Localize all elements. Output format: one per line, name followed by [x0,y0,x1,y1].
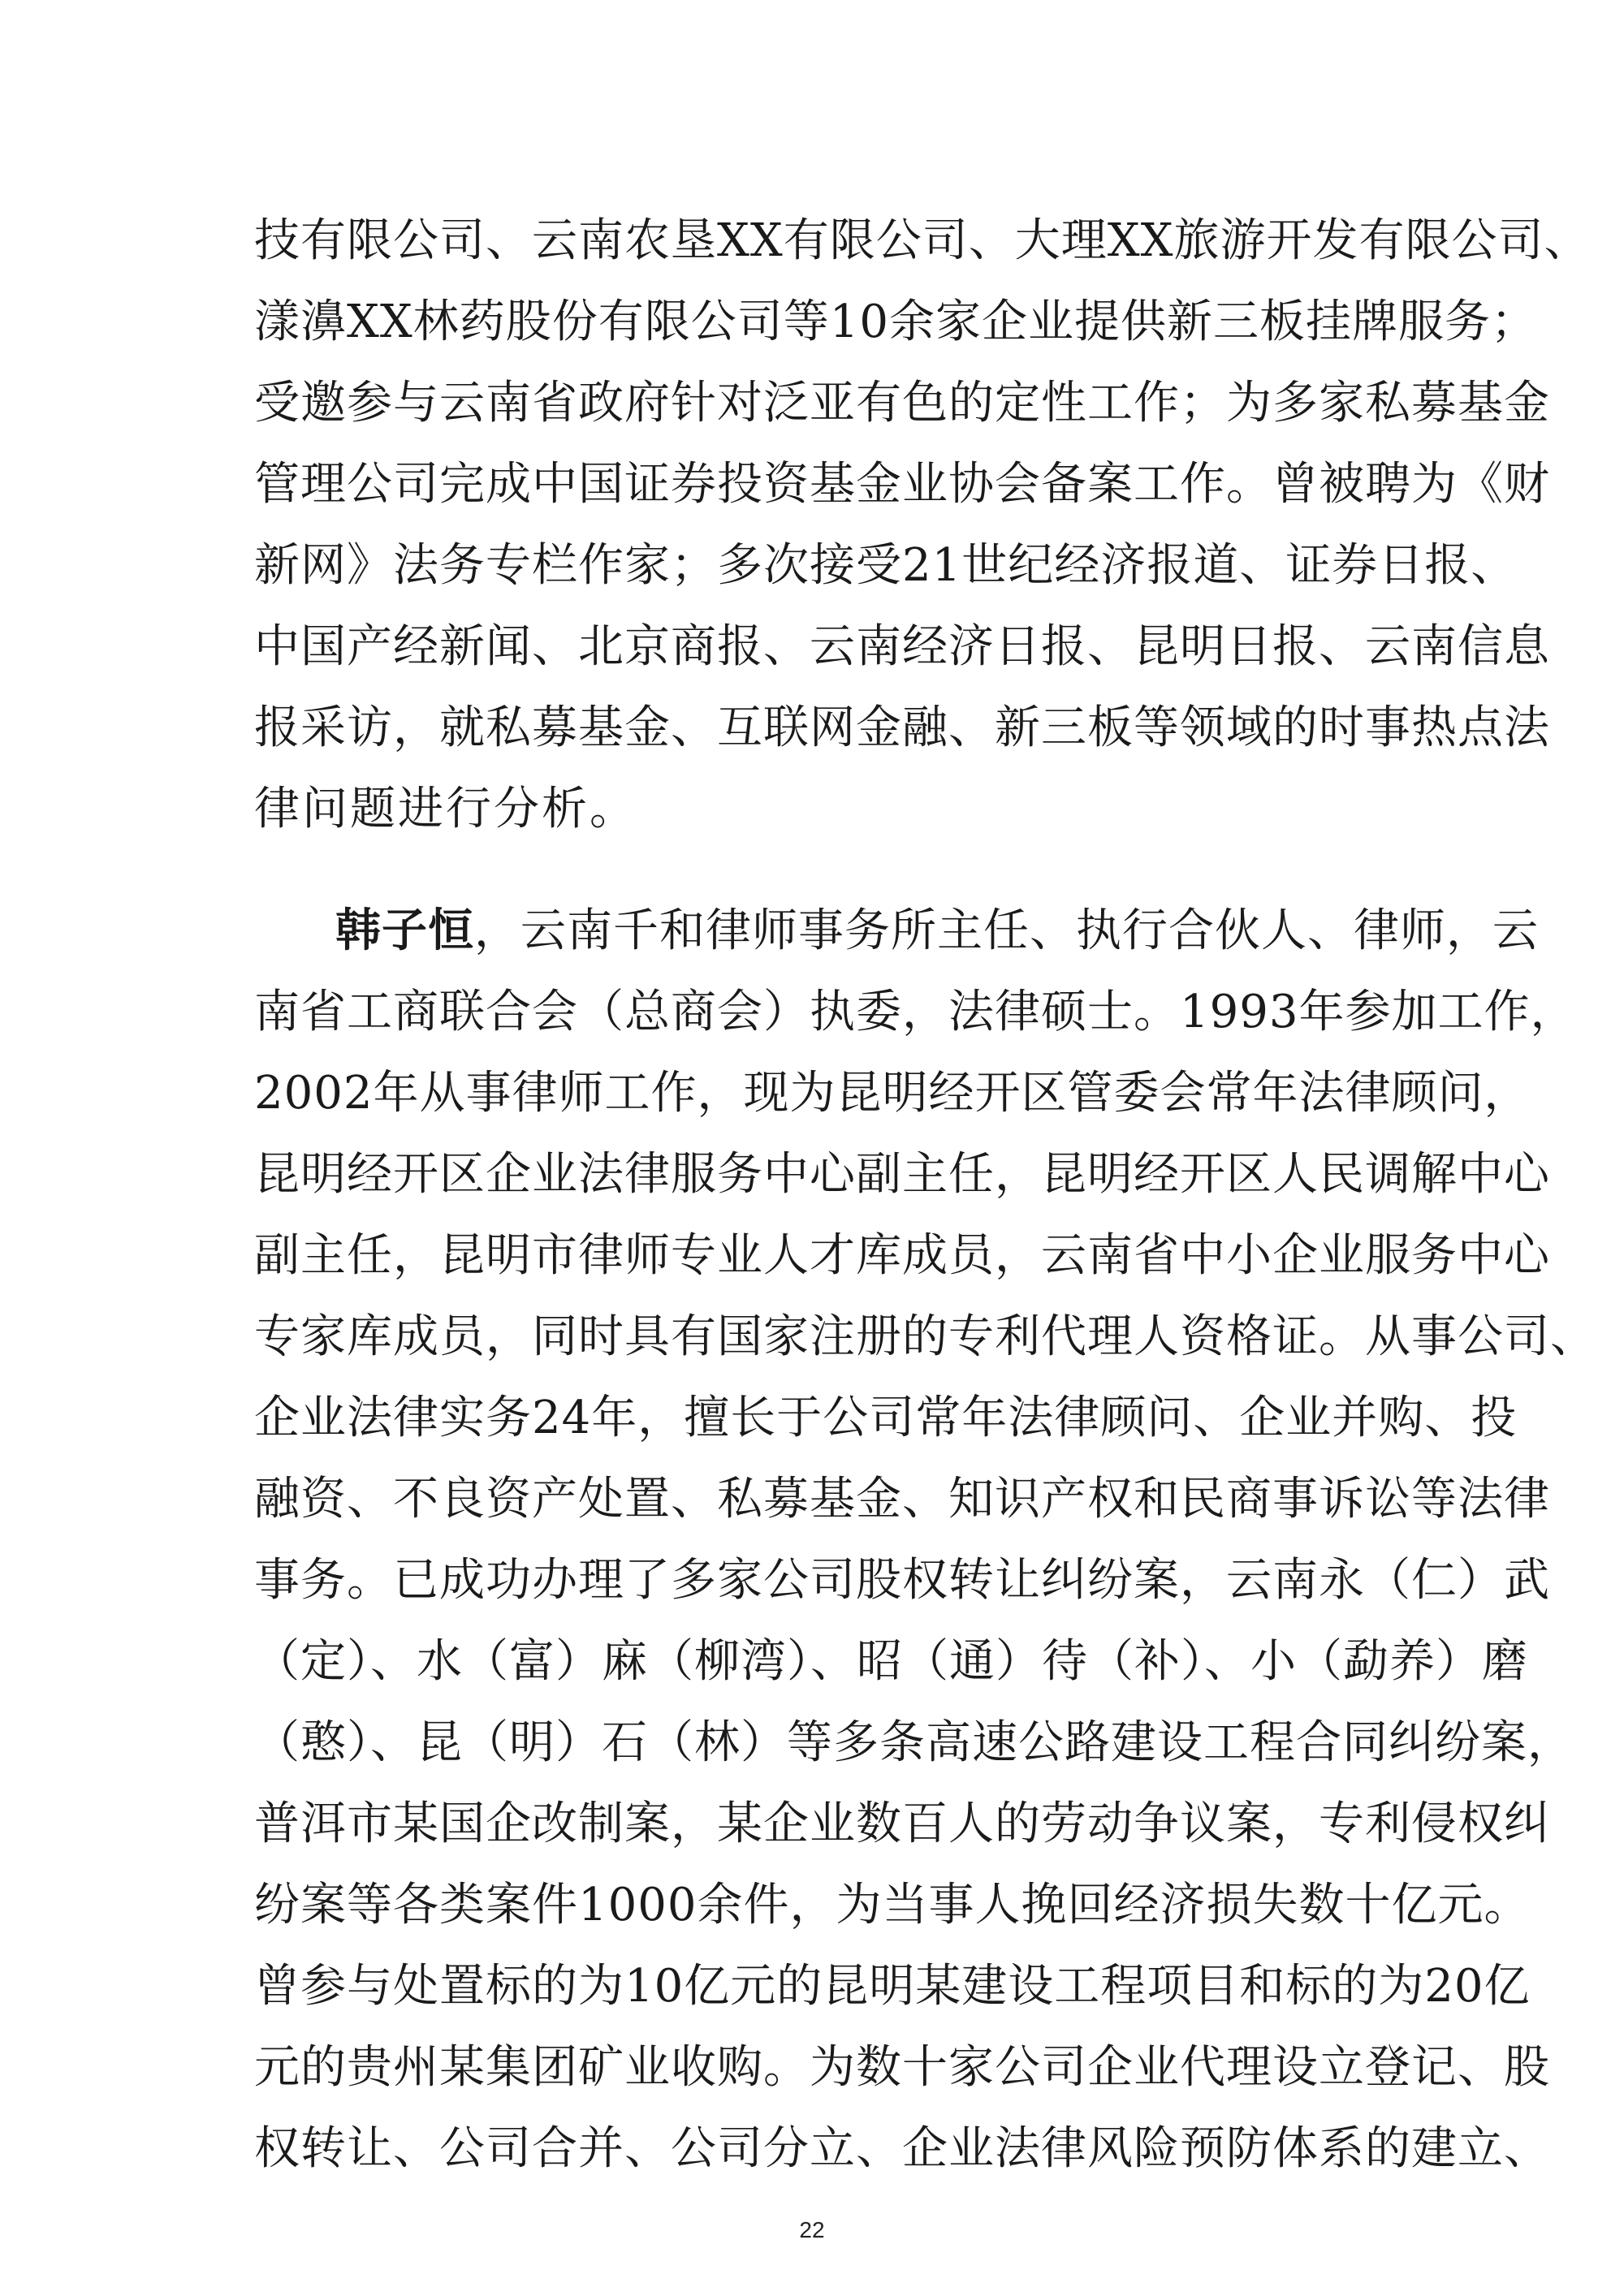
text-line: 中国产经新闻、北京商报、云南经济日报、昆明日报、云南信息 [254,620,1550,673]
text-line: 专家库成员，同时具有国家注册的专利代理人资格证。从事公司、 [254,1310,1596,1363]
text-line: 2002年从事律师工作，现为昆明经开区管委会常年法律顾问， [254,1067,1531,1120]
text-line: 昆明经开区企业法律服务中心副主任，昆明经开区人民调解中心 [254,1148,1550,1201]
text-line: 技有限公司、云南农垦XX有限公司、大理XX旅游开发有限公司、 [254,214,1591,267]
text-line: 普洱市某国企改制案，某企业数百人的劳动争议案，专利侵权纠 [254,1798,1550,1850]
text-line: （定）、水（富）麻（柳湾）、昭（通）待（补）、小（勐养）磨 [254,1635,1528,1688]
text-line: 报采访，就私募基金、互联网金融、新三板等领域的时事热点法 [254,701,1550,754]
text-line: 漾濞XX林药股份有限公司等10余家企业提供新三板挂牌服务； [254,296,1537,348]
paragraph-first-line [335,899,1539,964]
text-line: 纷案等各类案件1000余件，为当事人挽回经济损失数十亿元。 [254,1879,1531,1931]
text-line: （憨）、昆（明）石（林）等多条高速公路建设工程合同纠纷案， [254,1716,1574,1769]
text-line: 新网》法务专栏作家；多次接受21世纪经济报道、证券日报、 [254,539,1518,592]
first-line-text: ，云南千和律师事务所主任、执行合伙人、律师，云 [474,904,1539,957]
text-line: 融资、不良资产处置、私募基金、知识产权和民商事诉讼等法律 [254,1473,1550,1526]
text-line: 律问题进行分析。 [254,783,637,835]
text-line: 企业法律实务24年，擅长于公司常年法律顾问、企业并购、投 [254,1392,1518,1444]
text-line: 管理公司完成中国证券投资基金业协会备案工作。曾被聘为《财 [254,458,1550,511]
page-number: 22 [799,2217,825,2242]
text-line: 元的贵州某集团矿业收购。为数十家公司企业代理设立登记、股 [254,2041,1550,2094]
text-line: 受邀参与云南省政府针对泛亚有色的定性工作；为多家私募基金 [254,377,1550,429]
person-name: 韩子恒 [335,904,474,957]
text-line: 南省工商联合会（总商会）执委，法律硕士。1993年参加工作， [254,986,1577,1038]
text-line: 副主任，昆明市律师专业人才库成员，云南省中小企业服务中心 [254,1229,1550,1282]
text-line: 权转让、公司合并、公司分立、企业法律风险预防体系的建立、 [254,2122,1550,2175]
text-line: 曾参与处置标的为10亿元的昆明某建设工程项目和标的为20亿 [254,1960,1531,2013]
text-line: 事务。已成功办理了多家公司股权转让纠纷案，云南永（仁）武 [254,1554,1550,1607]
